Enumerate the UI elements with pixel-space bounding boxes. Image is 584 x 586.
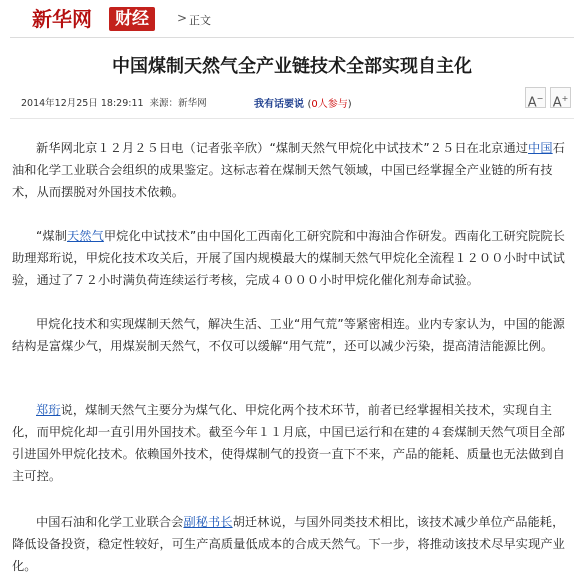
paragraph-4-text-b: 说，煤制天然气主要分为煤气化、甲烷化两个技术环节，前者已经掌握相关技术，实现自主化，而甲烷化却一直引用外国技术。截至今年１１月底，中国已运行和在建的４套煤制天然气项目全部引进国外甲烷化技术。依赖国外技术，使得煤制气的投资一直下不来，产品的能耗、质量也无法做到自主可控。 [12, 403, 565, 483]
paragraph-2-text-a: “煤制 [36, 229, 67, 243]
paragraph-1-text-a: 新华网北京１２月２５日电（记者张辛欣）“煤制天然气甲烷化中试技术”２５日在北京通过 [36, 141, 529, 155]
paragraph-1 [12, 137, 568, 203]
source-label: 来源： [149, 98, 179, 109]
article-meta [21, 95, 213, 109]
paragraph-2 [12, 225, 568, 291]
paragraph-4 [12, 399, 568, 487]
comment-count-value: 0人参与 [311, 99, 348, 110]
finance-channel-logo[interactable]: 财经 [109, 7, 155, 31]
link-deputy-secretary-general[interactable]: 副秘书长 [183, 515, 233, 529]
paragraph-1-text-b: 石油和化学工业联合会组织的成果鉴定。这标志着在煤制天然气领域，中国已经掌握全产业链的所有技术，从而摆脱对外国技术依赖。 [12, 141, 565, 199]
font-larger-icon[interactable]: A+ [550, 87, 571, 108]
comment-count-open: ( [307, 99, 312, 110]
site-header [0, 0, 584, 38]
paragraph-5-text-a: 中国石油和化学工业联合会 [36, 515, 184, 529]
paragraph-2-text-b: 甲烷化中试技术”由中国化工西南化工研究院和中海油合作研发。西南化工研究院院长助理郑珩说，甲烷化技术攻关后，开展了国内规模最大的煤制天然气甲烷化全流程１２００小时中试试验，通过了７２小时满负荷连续运行考核，完成４０００小时甲烷化催化剂寿命试验。 [12, 229, 565, 287]
meta-divider [10, 118, 574, 119]
comment-count[interactable] [307, 99, 351, 110]
comment-link-group [254, 95, 352, 110]
breadcrumb-separator-icon: > [177, 11, 188, 25]
header-divider [10, 37, 574, 38]
comment-link[interactable]: 我有话要说 [254, 99, 304, 110]
comment-count-close: ) [347, 99, 352, 110]
paragraph-3: 甲烷化技术和实现煤制天然气，解决生活、工业“用气荒”等紧密相连。业内专家认为，中国的能源结构是富煤少气，用煤炭制天然气，不仅可以缓解“用气荒”，还可以减少污染，提高清洁能源比例。 [12, 317, 565, 353]
xinhua-logo[interactable]: 新华网 [32, 7, 92, 31]
article-title: 中国煤制天然气全产业链技术全部实现自主化 [112, 56, 472, 77]
breadcrumb-current: 正文 [189, 14, 211, 27]
link-china[interactable]: 中国 [528, 141, 553, 155]
font-smaller-icon[interactable]: A− [525, 87, 546, 108]
paragraph-5-text-b: 胡迁林说，与国外同类技术相比，该技术减少单位产品能耗，降低设备投资，稳定性较好，可生产高质量低成本的合成天然气。下一步，将推动该技术尽早实现产业化。 [12, 515, 565, 573]
paragraph-5 [12, 511, 568, 577]
source-name: 新华网 [178, 98, 207, 109]
link-zheng-heng[interactable]: 郑珩 [36, 403, 61, 417]
publish-date: 2014年12月25日 18:29:11 [21, 98, 144, 109]
link-natural-gas[interactable]: 天然气 [67, 229, 104, 243]
